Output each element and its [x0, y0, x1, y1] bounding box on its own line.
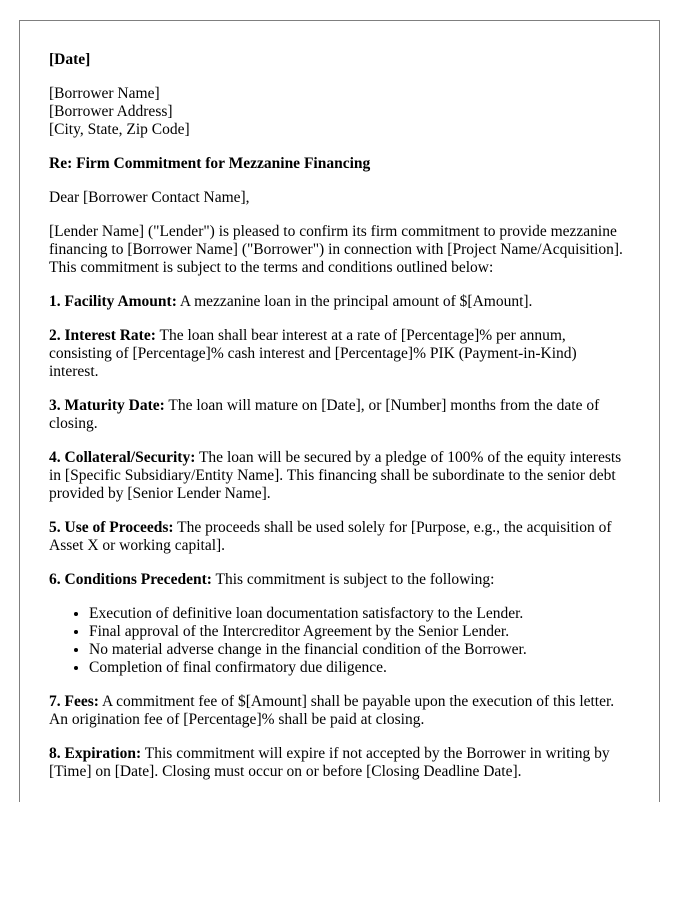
section-text: This commitment will expire if not accepted by the Borrower in writing by [Time] on [Date]. Closing must occur on or before [Closing Deadline Date]. — [49, 745, 610, 780]
salutation: Dear [Borrower Contact Name], — [49, 189, 250, 206]
section-use-of-proceeds — [49, 519, 630, 555]
section-expiration — [49, 745, 630, 781]
list-item: • Final approval of the Intercreditor Agreement by the Senior Lender. — [89, 623, 630, 641]
section-fees — [49, 693, 630, 729]
section-text: This commitment is subject to the following: — [215, 571, 495, 588]
list-item: • No material adverse change in the financial condition of the Borrower. — [89, 641, 630, 659]
section-text: The proceeds shall be used solely for [Purpose, e.g., the acquisition of Asset X or working capital]. — [49, 519, 612, 554]
section-heading: 8. Expiration: — [49, 745, 142, 762]
section-heading: 3. Maturity Date: — [49, 397, 165, 414]
borrower-address-block — [49, 85, 630, 139]
section-heading: 4. Collateral/Security: — [49, 449, 196, 466]
section-heading: 6. Conditions Precedent: — [49, 571, 212, 588]
conditions-list — [49, 605, 630, 677]
borrower-city-state-zip: [City, State, Zip Code] — [49, 121, 190, 138]
section-text: The loan will be secured by a pledge of 100% of the equity interests in [Specific Subsidiary/Entity Name]. This financing shall be subordinate to the senior debt provided by [Senior Lender Name]. — [49, 449, 622, 502]
section-heading: 1. Facility Amount: — [49, 293, 177, 310]
section-heading: 5. Use of Proceeds: — [49, 519, 174, 536]
section-text: A commitment fee of $[Amount] shall be payable upon the execution of this letter. An origination fee of [Percentage]% shall be paid at closing. — [49, 693, 615, 728]
section-heading: 2. Interest Rate: — [49, 327, 156, 344]
borrower-name: [Borrower Name] — [49, 85, 160, 102]
list-item: • Completion of final confirmatory due diligence. — [89, 659, 630, 677]
borrower-address: [Borrower Address] — [49, 103, 173, 120]
section-heading: 7. Fees: — [49, 693, 99, 710]
section-text: The loan will mature on [Date], or [Number] months from the date of closing. — [49, 397, 600, 432]
section-collateral-security — [49, 449, 630, 503]
section-text: A mezzanine loan in the principal amount of $[Amount]. — [179, 293, 533, 310]
letter-date: [Date] — [49, 51, 91, 68]
section-interest-rate — [49, 327, 630, 381]
intro-paragraph: [Lender Name] ("Lender") is pleased to confirm its firm commitment to provide mezzanine financing to [Borrower Name] ("Borrower") in connection with [Project Name/Acquisition]. This commitment is subject to the terms and conditions outlined below: — [49, 223, 623, 276]
section-maturity-date — [49, 397, 630, 433]
re-line: Re: Firm Commitment for Mezzanine Financing — [49, 155, 371, 172]
section-conditions-precedent — [49, 571, 630, 589]
list-item: • Execution of definitive loan documentation satisfactory to the Lender. — [89, 605, 630, 623]
section-text: The loan shall bear interest at a rate of [Percentage]% per annum, consisting of [Percentage]% cash interest and [Percentage]% PIK (Payment-in-Kind) interest. — [49, 327, 577, 380]
section-facility-amount — [49, 293, 630, 311]
letter-page — [19, 20, 660, 802]
